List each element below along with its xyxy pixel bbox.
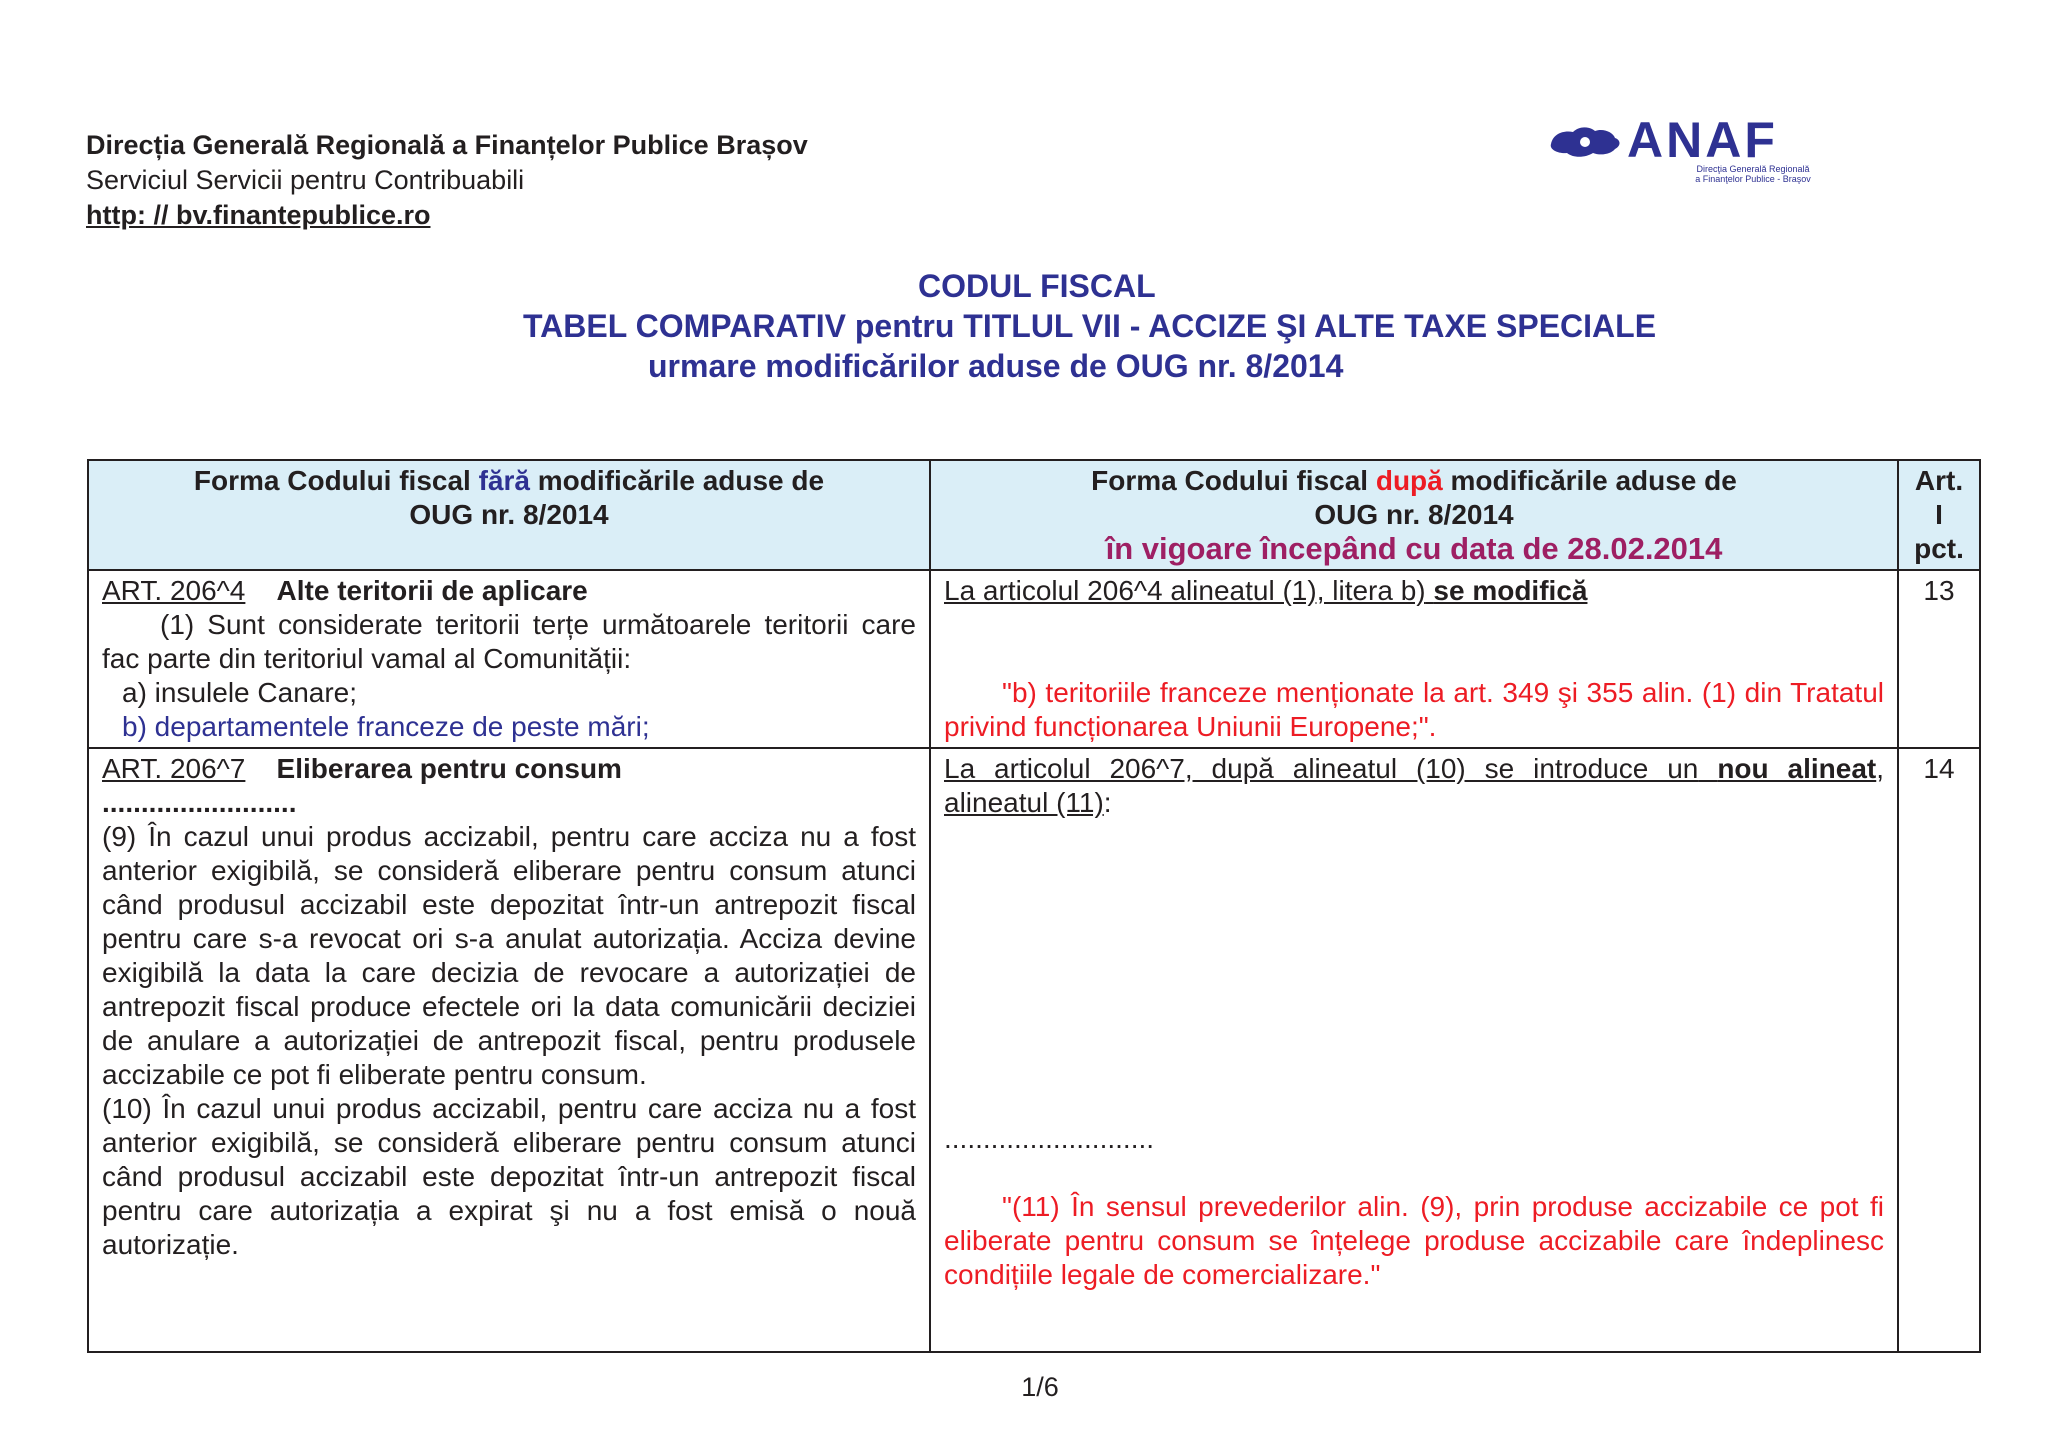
table-row: [88, 570, 1980, 748]
new-text-cell: [930, 570, 1898, 748]
website-link[interactable]: http: // bv.finantepublice.ro: [86, 200, 431, 230]
article-ref: ART. 206^7: [102, 753, 246, 784]
letter-b: b) departamentele franceze de peste mări;: [122, 711, 650, 742]
header-art: Art.: [1914, 465, 1964, 496]
header-article-point: [1898, 460, 1980, 570]
doc-title-2: TABEL COMPARATIV pentru TITLUL VII - ACCIZE ŞI ALTE TAXE SPECIALE: [523, 308, 1657, 344]
header-roman-one: I: [1935, 499, 1943, 530]
new-letter-b: "b) teritoriile franceze menționate la art. 349 şi 355 alin. (1) din Tratatul privind funcționarea Uniunii Europene;".: [944, 677, 1884, 742]
logo-wordmark: ANAF: [1627, 112, 1778, 168]
change-paragraph-ref: , alineatul (11): [944, 753, 1885, 818]
org-name: Direcția Generală Regională a Finanțelor Publice Brașov: [86, 130, 808, 160]
change-verb: se modifică: [1433, 575, 1588, 606]
article-title: Alte teritorii de aplicare: [276, 575, 588, 606]
letter-a: a) insulele Canare;: [122, 677, 358, 708]
header-old-pre: Forma Codului fiscal: [193, 465, 479, 496]
new-paragraph-11: "(11) În sensul prevederilor alin. (9), prin produse accizabile ce pot fi eliberate pentru consum se înțelege produse accizabile care îndeplinesc condițiile legale de comercializare.": [944, 1191, 1884, 1290]
header-new-form: [930, 460, 1898, 570]
doc-title-3: urmare modificărilor aduse de OUG nr. 8/2014: [648, 348, 1344, 384]
ellipsis-dots: ...........................: [944, 1123, 1155, 1154]
page-number: 1/6: [1021, 1372, 1059, 1402]
change-intro: La articolul 206^7, după alineatul (10) se introduce un: [944, 753, 1699, 784]
change-colon: :: [1103, 787, 1112, 818]
logo-subtitle-1: Direcţia Generală Regională: [1696, 164, 1810, 174]
header-old-post: modificările aduse de: [529, 465, 825, 496]
point-number: 14: [1898, 748, 1980, 1352]
logo-subtitle-2: a Finanţelor Publice - Braşov: [1695, 174, 1811, 184]
paragraph-1: (1) Sunt considerate teritorii terțe următoarele teritorii care fac parte din teritoriul vamal al Comunității:: [102, 609, 916, 674]
ellipsis-dots: .........................: [102, 787, 297, 818]
service-name: Serviciul Servicii pentru Contribuabili: [86, 165, 525, 195]
table-header-row: [88, 460, 1980, 570]
header-new-effective-date: în vigoare începând cu data de 28.02.2014: [1105, 531, 1723, 566]
change-intro: La articolul 206^4 alineatul (1), litera b): [944, 575, 1426, 606]
header-new-pre: Forma Codului fiscal: [1091, 465, 1376, 496]
header-new-highlight: după: [1375, 465, 1443, 496]
table-row: [88, 748, 1980, 1352]
old-text-cell: [88, 748, 930, 1352]
header-new-line2: OUG nr. 8/2014: [1314, 499, 1514, 530]
doc-title-1: CODUL FISCAL: [918, 268, 1156, 304]
old-text-cell: [88, 570, 930, 748]
anaf-logo: [1545, 112, 1845, 182]
paragraph-10: (10) În cazul unui produs accizabil, pentru care acciza nu a fost anterior exigibilă, se consideră eliberare pentru consum atunci când produsul accizabil este depozitat într-un antrepozit fiscal pentru care autorizația a expirat şi nu a fost emisă o nouă autorizație.: [102, 1093, 916, 1260]
change-new-paragraph: nou alineat: [1717, 753, 1877, 784]
header-pct: pct.: [1914, 533, 1964, 564]
article-title: Eliberarea pentru consum: [276, 753, 622, 784]
new-text-cell: [930, 748, 1898, 1352]
header-old-line2: OUG nr. 8/2014: [409, 499, 609, 530]
comparative-table: [87, 459, 1981, 1353]
header-old-form: [88, 460, 930, 570]
point-number: 13: [1898, 570, 1980, 748]
paragraph-9: (9) În cazul unui produs accizabil, pentru care acciza nu a fost anterior exigibilă, se consideră eliberare pentru consum atunci când produsul accizabil este depozitat într-un antrepozit fiscal pentru care s-a revocat ori s-a anulat autorizația. Acciza devine exigibilă la data la care decizia de revocare a autorizației de antrepozit fiscal produce efectele ori la data comunicării deciziei de anulare a autorizației de antrepozit fiscal, pentru produsele accizabile ce pot fi eliberate pentru consum.: [102, 821, 916, 1090]
header-new-post: modificările aduse de: [1442, 465, 1737, 496]
article-ref: ART. 206^4: [102, 575, 246, 606]
romania-map-icon: [1545, 122, 1623, 162]
header-old-highlight: fără: [478, 465, 530, 496]
